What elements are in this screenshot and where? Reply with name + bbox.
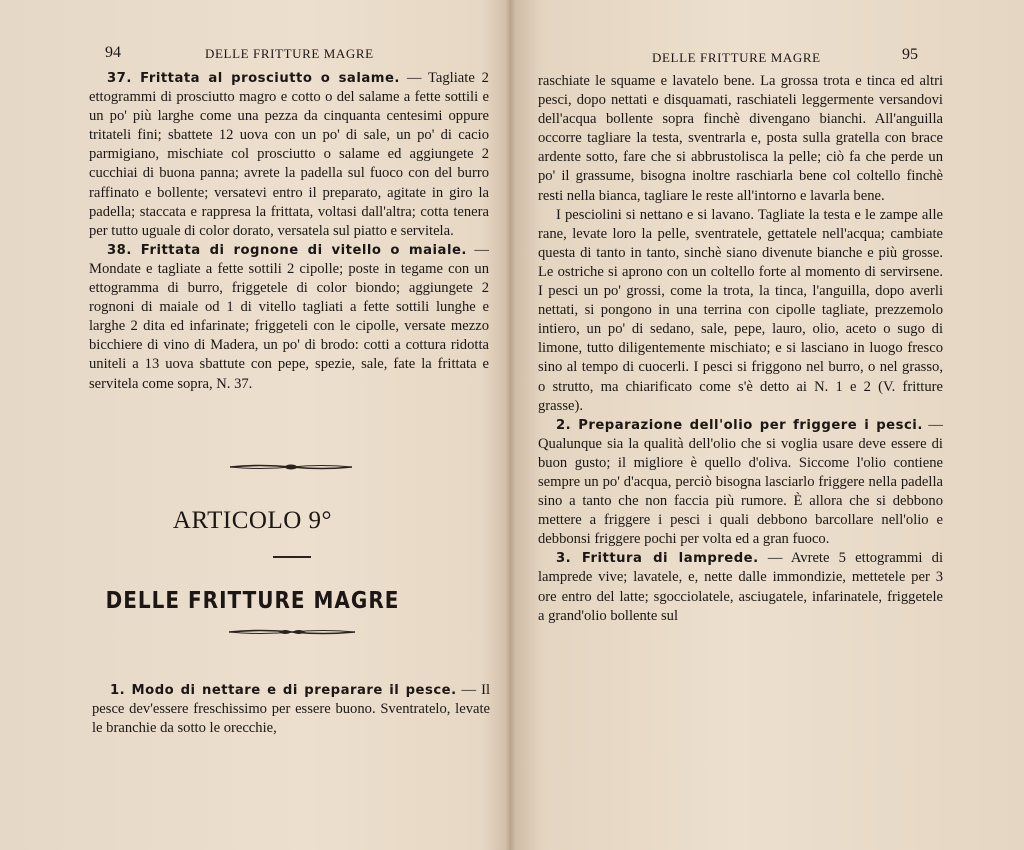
right-page bbox=[516, 0, 1024, 850]
right-text-block bbox=[538, 72, 943, 626]
recipe-body: — Mondate e tagliate a fette sottili 2 cipolle; poste in tegame con un ettogramma di burro, friggetele di color biondo; aggiungete 2 rognoni di maiale od 1 di vitello tagliati a fette sottili lunghe e larghe 2 dita ed infarinate; friggeteli con le cipolle, versate mezzo bicchiere di vino di Madera, un po' di brodo: cotti a cottura ridotta uniteli a 13 uova sbattute con pepe, spezie, sale, fate la frittata e servitela come sopra, N. 37. bbox=[89, 241, 489, 392]
short-rule bbox=[273, 556, 311, 558]
recipe-heading: 38. Frittata di rognone di vitello o maiale. bbox=[107, 242, 467, 258]
paragraph-body: raschiate le squame e lavatelo bene. La grossa trota e tinca ed altri pesci, dopo nettati e disquamati, raschiateli leggermente versandovi dell'acqua bollente sopra finchè divengano bianchi. All'anguilla occorre tagliare la testa, sventrarla e, posta sulla gratella con brace ardente sotto, fare che si abbrustolisca la pelle; ciò fa che perde un po' il grassume, bisogna inoltre raschiarla bene col coltello finchè resti nella bianca, tagliare le reste all'intorno e lavarla bene. bbox=[538, 73, 943, 204]
ornament-divider-bottom bbox=[227, 628, 357, 636]
left-page bbox=[0, 0, 505, 850]
recipe-37 bbox=[89, 69, 489, 241]
left-bottom-text bbox=[92, 681, 490, 738]
recipe-heading: 2. Preparazione dell'olio per friggere i pesci. bbox=[556, 417, 923, 433]
recipe-2 bbox=[538, 416, 943, 550]
recipe-heading: 3. Frittura di lamprede. bbox=[556, 551, 759, 567]
paragraph-body: I pesciolini si nettano e si lavano. Tagliate la testa e le zampe alle rane, levate loro la pelle, sventratele, gettatele nell'acqua; cambiate questa di tanto in tanto, sinchè siano divenute bianche e più grosse. Le ostriche si aprono con un coltello forte al momento di servirsene. I pesci un po' grossi, come la trota, la tinca, l'anguilla, dopo averli nettati, si pongono in una terrina con cipolle tagliate, prezzemolo intiero, un po' di sedano, sale, pepe, lauro, olio, aceto o sugo di limone, tutto diligentemente mischiato; e si lasciano in luogo fresco sino al tempo di cuocerli. I pesci si friggono nel burro, o nel grasso, o strutto, ma chiarificato come s'è detto ai N. 1 e 2 (V. fritture grasse). bbox=[538, 206, 943, 414]
article-label: ARTICOLO 9° bbox=[172, 507, 333, 534]
fish-cleaning-continued bbox=[538, 72, 943, 206]
running-head-left: DELLE FRITTURE MAGRE bbox=[205, 46, 374, 61]
fish-preparation-paragraph bbox=[92, 681, 490, 738]
page-number-left: 94 bbox=[105, 44, 121, 61]
section-title: DELLE FRITTURE MAGRE bbox=[105, 586, 400, 614]
recipe-body: — Il pesce dev'essere freschissimo per essere buono. Sventratelo, levate le branchie da sotto le orecchie, bbox=[92, 682, 490, 737]
recipe-heading: 1. Modo di nettare e di preparare il pesce. bbox=[110, 683, 457, 698]
recipe-heading: 37. Frittata al prosciutto o salame. bbox=[107, 71, 400, 86]
book-gutter bbox=[505, 0, 516, 850]
ornament-divider-top bbox=[228, 463, 354, 471]
recipe-38 bbox=[89, 241, 489, 394]
left-text-block bbox=[89, 69, 489, 394]
recipe-body: — Avrete 5 ettogrammi di lamprede vive; lavatele, e, nette dalle immondizie, mettetele per 3 ore entro del latte; sgocciolatele, asciugatele, infarinatele, friggetele a grand'olio bollente sul bbox=[538, 550, 943, 624]
recipe-body: — Qualunque sia la qualità dell'olio che si voglia usare deve essere di buon gusto; il migliore è quello d'oliva. Siccome l'olio contiene sempre un po' d'acqua, perciò bisogna lasciarlo friggere nella padella sino a tanto che non faccia più rumore. È allora che si debbono mettere a friggere i pesci i quali debbono barcollare nell'olio e debbonsi friggere pochi per volta ed a gran fuoco. bbox=[538, 416, 943, 548]
small-fish-paragraph bbox=[538, 206, 943, 416]
running-head-right: DELLE FRITTURE MAGRE bbox=[652, 50, 821, 65]
page-number-right: 95 bbox=[902, 46, 918, 63]
recipe-3 bbox=[538, 549, 943, 625]
recipe-body: — Tagliate 2 ettogrammi di prosciutto magro e cotto o del salame a fette sottili e un po' più larghe come una pezza da cinquanta centesimi oppure tritateli fini; sbattete 12 uova con un po' di sale, un po' di cacio parmigiano, mischiate col prosciutto o salame ed aggiungete 2 cucchiai di buona panna; avrete la padella sul fuoco con del burro raffinato e bollente; versatevi entro il preparato, agitate in giro la padella; staccata e rappresa la frittata, voltasi dall'altra; cotta tenera per tutto uguale di color dorato, versatela sul piatto e servitela. bbox=[89, 70, 489, 239]
